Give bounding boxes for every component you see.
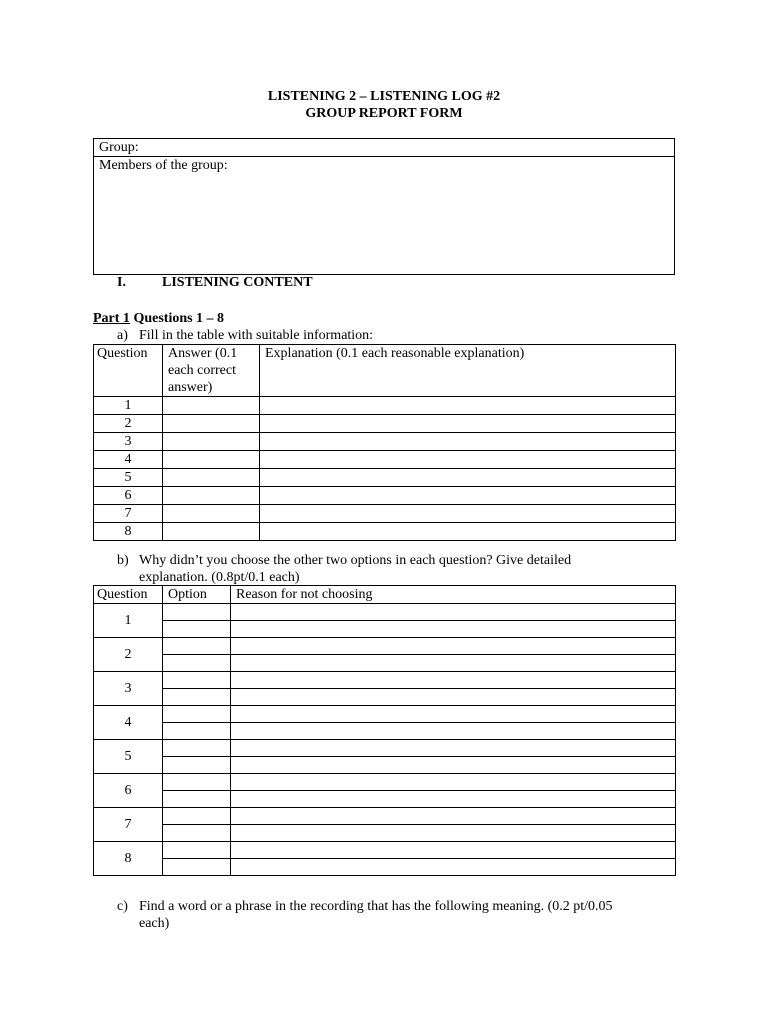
table-row: [94, 774, 676, 791]
question-number: 3: [94, 433, 163, 451]
table-row: [94, 859, 676, 876]
table-row: [94, 808, 676, 825]
reason-cell[interactable]: [231, 655, 676, 672]
question-number: 1: [94, 604, 163, 638]
item-c-marker: c): [117, 899, 128, 914]
answer-cell[interactable]: [163, 505, 260, 523]
option-cell[interactable]: [163, 706, 231, 723]
option-cell[interactable]: [163, 655, 231, 672]
answer-cell[interactable]: [163, 469, 260, 487]
item-a-marker: a): [117, 328, 128, 343]
explanation-cell[interactable]: [260, 487, 676, 505]
reason-cell[interactable]: [231, 638, 676, 655]
option-cell[interactable]: [163, 808, 231, 825]
table-row: [94, 433, 676, 451]
answer-cell[interactable]: [163, 523, 260, 541]
explanation-cell[interactable]: [260, 523, 676, 541]
option-cell[interactable]: [163, 672, 231, 689]
question-number: 2: [94, 415, 163, 433]
option-cell[interactable]: [163, 774, 231, 791]
reason-cell[interactable]: [231, 774, 676, 791]
answer-cell[interactable]: [163, 451, 260, 469]
members-label: Members of the group:: [99, 158, 228, 173]
table-row: [94, 505, 676, 523]
question-number: 1: [94, 397, 163, 415]
option-cell[interactable]: [163, 638, 231, 655]
table-row: [94, 740, 676, 757]
question-number: 8: [94, 842, 163, 876]
section-title: LISTENING CONTENT: [162, 275, 313, 290]
question-number: 7: [94, 505, 163, 523]
option-cell[interactable]: [163, 825, 231, 842]
table-row: [94, 469, 676, 487]
table-row: [94, 723, 676, 740]
option-cell[interactable]: [163, 689, 231, 706]
item-c-text-line2: each): [139, 916, 170, 931]
item-c-text-line1: Find a word or a phrase in the recording that has the following meaning. (0.2 pt/0.05: [139, 899, 613, 914]
explanation-cell[interactable]: [260, 397, 676, 415]
part1-heading: [93, 310, 224, 327]
table-row: [94, 825, 676, 842]
table-row: [94, 604, 676, 621]
group-field[interactable]: [94, 139, 675, 157]
table-row: [94, 791, 676, 808]
item-b-text-line1: Why didn’t you choose the other two options in each question? Give detailed: [139, 553, 572, 568]
answers-table: [93, 344, 676, 541]
answers-header-explanation: Explanation (0.1 each reasonable explanation): [260, 345, 676, 397]
question-number: 7: [94, 808, 163, 842]
option-cell[interactable]: [163, 621, 231, 638]
table-row: [94, 451, 676, 469]
reason-cell[interactable]: [231, 723, 676, 740]
members-field[interactable]: [94, 157, 675, 275]
reason-cell[interactable]: [231, 689, 676, 706]
reason-cell[interactable]: [231, 791, 676, 808]
doc-subtitle: GROUP REPORT FORM: [305, 106, 463, 121]
reason-cell[interactable]: [231, 825, 676, 842]
table-row: [94, 706, 676, 723]
section-numeral: I.: [117, 275, 126, 290]
explanation-cell[interactable]: [260, 505, 676, 523]
reason-cell[interactable]: [231, 808, 676, 825]
explanation-cell[interactable]: [260, 433, 676, 451]
question-number: 6: [94, 487, 163, 505]
reason-cell[interactable]: [231, 859, 676, 876]
answer-cell[interactable]: [163, 433, 260, 451]
answer-cell[interactable]: [163, 397, 260, 415]
table-row: [94, 842, 676, 859]
table-row: [94, 655, 676, 672]
table-row: [94, 689, 676, 706]
table-row: [94, 672, 676, 689]
explanation-cell[interactable]: [260, 469, 676, 487]
item-b-text-line2: explanation. (0.8pt/0.1 each): [139, 570, 300, 585]
part1-questions: Questions 1 – 8: [133, 311, 225, 326]
option-cell[interactable]: [163, 842, 231, 859]
question-number: 5: [94, 740, 163, 774]
group-info-table: [93, 138, 675, 275]
answers-header-answer: Answer (0.1 each correct answer): [163, 345, 260, 397]
question-number: 6: [94, 774, 163, 808]
options-header-reason: Reason for not choosing: [231, 586, 676, 604]
explanation-cell[interactable]: [260, 415, 676, 433]
answer-cell[interactable]: [163, 415, 260, 433]
table-row: [94, 757, 676, 774]
reason-cell[interactable]: [231, 604, 676, 621]
option-cell[interactable]: [163, 791, 231, 808]
question-number: 4: [94, 451, 163, 469]
table-row: [94, 621, 676, 638]
table-row: [94, 397, 676, 415]
reason-cell[interactable]: [231, 621, 676, 638]
reason-cell[interactable]: [231, 706, 676, 723]
item-b-marker: b): [117, 553, 129, 568]
part1-label: Part 1: [93, 311, 130, 326]
options-header-option: Option: [163, 586, 231, 604]
option-cell[interactable]: [163, 723, 231, 740]
answers-header-question: Question: [94, 345, 163, 397]
option-cell[interactable]: [163, 604, 231, 621]
table-row: [94, 638, 676, 655]
reason-cell[interactable]: [231, 842, 676, 859]
option-cell[interactable]: [163, 859, 231, 876]
options-table: [93, 585, 676, 876]
option-cell[interactable]: [163, 757, 231, 774]
table-row: [94, 487, 676, 505]
answer-cell[interactable]: [163, 487, 260, 505]
question-number: 2: [94, 638, 163, 672]
explanation-cell[interactable]: [260, 451, 676, 469]
group-label: Group:: [99, 140, 139, 155]
item-a-text: Fill in the table with suitable information:: [139, 328, 374, 343]
question-number: 3: [94, 672, 163, 706]
table-row: [94, 415, 676, 433]
doc-title: LISTENING 2 – LISTENING LOG #2: [267, 89, 501, 104]
reason-cell[interactable]: [231, 672, 676, 689]
question-number: 5: [94, 469, 163, 487]
reason-cell[interactable]: [231, 740, 676, 757]
reason-cell[interactable]: [231, 757, 676, 774]
option-cell[interactable]: [163, 740, 231, 757]
table-row: [94, 523, 676, 541]
question-number: 4: [94, 706, 163, 740]
question-number: 8: [94, 523, 163, 541]
options-header-question: Question: [94, 586, 163, 604]
